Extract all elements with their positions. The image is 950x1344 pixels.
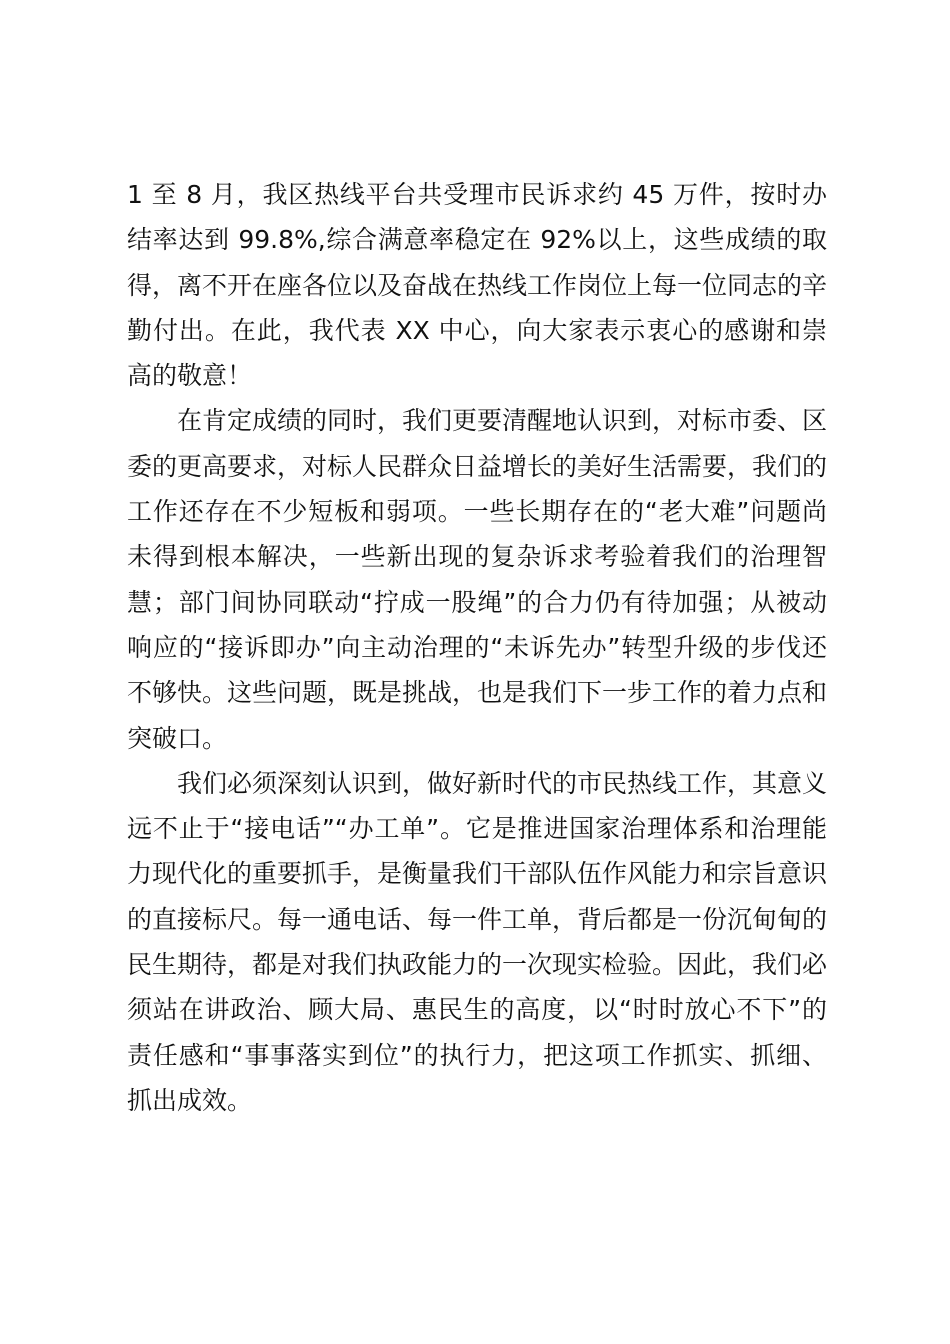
paragraph-2: 在肯定成绩的同时，我们更要清醒地认识到，对标市委、区委的更高要求，对标人民群众日益增长的美好生活需要，我们的工作还存在不少短板和弱项。一些长期存在的“老大难”问题尚未得到根本解决，一些新出现的复杂诉求考验着我们的治理智慧；部门间协同联动“拧成一股绳”的合力仍有待加强；从被动响应的“接诉即办”向主动治理的“未诉先办”转型升级的步伐还不够快。这些问题，既是挑战，也是我们下一步工作的着力点和突破口。	[127, 406, 828, 753]
paragraph-3: 我们必须深刻认识到，做好新时代的市民热线工作，其意义远不止于“接电话”“办工单”。它是推进国家治理体系和治理能力现代化的重要抓手，是衡量我们干部队伍作风能力和宗旨意识的直接标尺。每一通电话、每一件工单，背后都是一份沉甸甸的民生期待，都是对我们执政能力的一次现实检验。因此，我们必须站在讲政治、顾大局、惠民生的高度，以“时时放心不下”的责任感和“事事落实到位”的执行力，把这项工作抓实、抓细、抓出成效。	[127, 768, 828, 1115]
paragraph-1: 1 至 8 月，我区热线平台共受理市民诉求约 45 万件，按时办结率达到 99.8%,综合满意率稳定在 92%以上，这些成绩的取得，离不开在座各位以及奋战在热线工作岗位上每一位同志的辛勤付出。在此，我代表 XX 中心，向大家表示衷心的感谢和崇高的敬意！	[127, 180, 828, 391]
document-body	[127, 172, 827, 1123]
